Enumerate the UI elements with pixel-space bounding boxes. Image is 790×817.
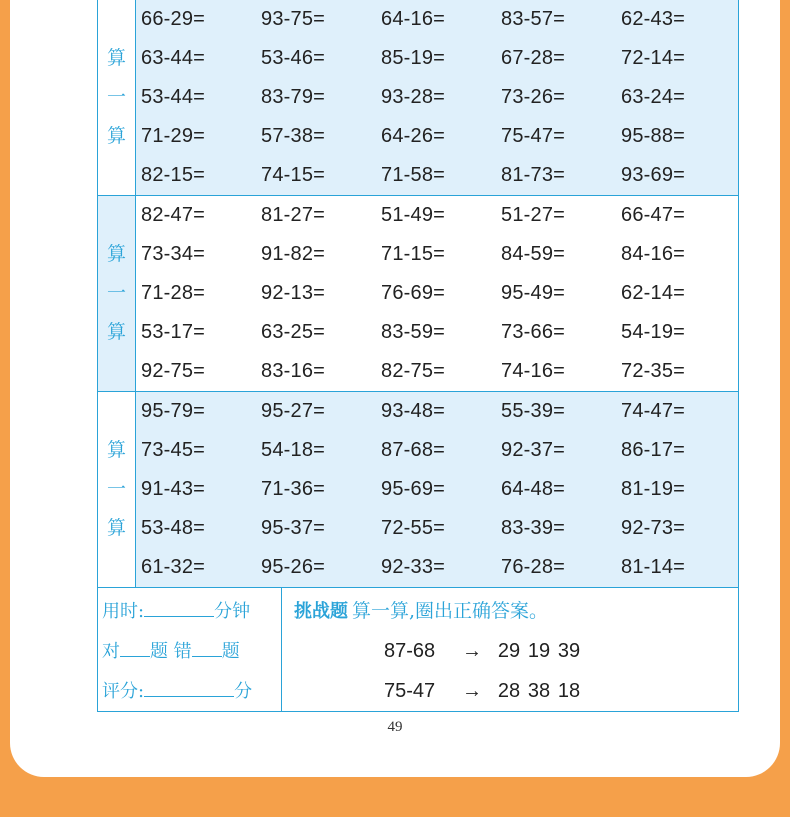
problem: 64-16= <box>381 8 446 30</box>
problem: 74-47= <box>621 400 686 422</box>
problem: 81-73= <box>501 164 566 186</box>
problem-row <box>136 78 738 117</box>
problem: 83-39= <box>501 517 566 539</box>
challenge-question <box>384 676 584 706</box>
answer-option[interactable]: 38 <box>527 680 551 702</box>
problem: 73-45= <box>141 439 206 461</box>
problem-row <box>136 392 738 431</box>
problem: 54-18= <box>261 439 326 461</box>
problem: 86-17= <box>621 439 686 461</box>
exercise-block-3 <box>98 392 738 588</box>
problem-row <box>136 39 738 78</box>
problem: 83-59= <box>381 321 446 343</box>
side-char: 算 <box>106 321 126 343</box>
problem: 82-15= <box>141 164 206 186</box>
challenge-header <box>294 596 548 627</box>
exercise-block-2 <box>98 196 738 392</box>
block-side-label <box>98 0 136 195</box>
problem: 87-68= <box>381 439 446 461</box>
problem: 81-27= <box>261 204 326 226</box>
problem: 63-25= <box>261 321 326 343</box>
problem: 95-26= <box>261 556 326 578</box>
problem: 91-43= <box>141 478 206 500</box>
problem: 93-28= <box>381 86 446 108</box>
problem: 76-28= <box>501 556 566 578</box>
problem: 66-29= <box>141 8 206 30</box>
exercise-block-1 <box>98 0 738 196</box>
wrong-blank[interactable] <box>192 636 222 657</box>
side-char: 算 <box>106 439 126 461</box>
problem: 62-14= <box>621 282 686 304</box>
problem: 63-44= <box>141 47 206 69</box>
challenge-expression: 75-47 <box>384 680 436 702</box>
problem-row <box>136 274 738 313</box>
problem: 82-75= <box>381 360 446 382</box>
score-box <box>98 588 282 711</box>
block-side-label <box>98 196 136 391</box>
problem: 72-35= <box>621 360 686 382</box>
problem: 67-28= <box>501 47 566 69</box>
problem: 71-15= <box>381 243 446 265</box>
problem: 95-79= <box>141 400 206 422</box>
problem: 71-36= <box>261 478 326 500</box>
answer-option[interactable]: 28 <box>497 680 521 702</box>
problem: 71-29= <box>141 125 206 147</box>
problem-row <box>136 0 738 39</box>
problem: 82-47= <box>141 204 206 226</box>
problem: 53-46= <box>261 47 326 69</box>
problem: 53-48= <box>141 517 206 539</box>
problem: 95-69= <box>381 478 446 500</box>
problem: 64-26= <box>381 125 446 147</box>
problem: 95-27= <box>261 400 326 422</box>
problem: 95-88= <box>621 125 686 147</box>
problem-grid <box>136 0 738 195</box>
problem: 74-15= <box>261 164 326 186</box>
problem: 92-75= <box>141 360 206 382</box>
challenge-expression: 87-68 <box>384 640 436 662</box>
arrow-icon: → <box>462 680 482 702</box>
question-word: 题 <box>150 641 168 662</box>
problem: 75-47= <box>501 125 566 147</box>
problem: 81-19= <box>621 478 686 500</box>
answer-option[interactable]: 19 <box>527 640 551 662</box>
problem-row <box>136 548 738 587</box>
side-char: 一 <box>106 86 126 108</box>
problem: 93-75= <box>261 8 326 30</box>
score-blank[interactable] <box>144 676 234 697</box>
problem: 72-55= <box>381 517 446 539</box>
problem: 93-69= <box>621 164 686 186</box>
problem: 73-34= <box>141 243 206 265</box>
answer-option[interactable]: 29 <box>497 640 521 662</box>
time-label: 用时: <box>102 601 145 622</box>
exercise-sheet <box>97 0 739 712</box>
problem: 66-47= <box>621 204 686 226</box>
problem: 95-49= <box>501 282 566 304</box>
problem: 72-14= <box>621 47 686 69</box>
challenge-tag: 挑战题 <box>294 601 348 622</box>
problem: 51-27= <box>501 204 566 226</box>
workbook-page <box>10 0 780 777</box>
problem: 93-48= <box>381 400 446 422</box>
problem-row <box>136 156 738 195</box>
answer-option[interactable]: 39 <box>557 640 581 662</box>
problem: 73-66= <box>501 321 566 343</box>
time-blank[interactable] <box>144 596 214 617</box>
problem: 71-58= <box>381 164 446 186</box>
side-char: 算 <box>106 47 126 69</box>
side-char: 算 <box>106 517 126 539</box>
problem: 62-43= <box>621 8 686 30</box>
problem-grid <box>136 196 738 391</box>
correct-label: 对 <box>102 641 120 662</box>
answer-option[interactable]: 18 <box>557 680 581 702</box>
problem: 63-24= <box>621 86 686 108</box>
side-char: 算 <box>106 243 126 265</box>
problem-row <box>136 431 738 470</box>
score-label: 评分: <box>102 681 145 702</box>
problem: 64-48= <box>501 478 566 500</box>
problem: 83-16= <box>261 360 326 382</box>
correct-blank[interactable] <box>120 636 150 657</box>
problem-row <box>136 117 738 156</box>
problem-row <box>136 509 738 548</box>
problem-row <box>136 235 738 274</box>
challenge-instruction: 算一算,圈出正确答案。 <box>352 600 549 622</box>
question-word: 题 <box>221 641 240 662</box>
problem: 51-49= <box>381 204 446 226</box>
problem: 73-26= <box>501 86 566 108</box>
correct-wrong-row <box>102 636 240 666</box>
problem: 92-37= <box>501 439 566 461</box>
arrow-icon: → <box>462 640 482 662</box>
challenge-question <box>384 636 584 666</box>
problem-grid <box>136 392 738 587</box>
side-char: 一 <box>106 282 126 304</box>
score-row <box>102 676 252 706</box>
problem: 92-33= <box>381 556 446 578</box>
problem-row <box>136 313 738 352</box>
problem: 92-73= <box>621 517 686 539</box>
challenge-box <box>282 588 738 711</box>
problem: 54-19= <box>621 321 686 343</box>
page-number: 49 <box>387 719 403 735</box>
problem: 95-37= <box>261 517 326 539</box>
wrong-label: 错 <box>173 641 192 662</box>
side-char: 一 <box>106 478 126 500</box>
problem: 53-17= <box>141 321 206 343</box>
block-side-label <box>98 392 136 587</box>
problem: 84-59= <box>501 243 566 265</box>
problem-row <box>136 196 738 235</box>
problem: 76-69= <box>381 282 446 304</box>
problem: 92-13= <box>261 282 326 304</box>
time-row <box>102 596 250 626</box>
problem: 91-82= <box>261 243 326 265</box>
problem: 55-39= <box>501 400 566 422</box>
problem: 83-57= <box>501 8 566 30</box>
problem: 74-16= <box>501 360 566 382</box>
problem: 71-28= <box>141 282 206 304</box>
problem-row <box>136 470 738 509</box>
score-unit: 分 <box>234 681 253 702</box>
side-char: 算 <box>106 125 126 147</box>
problem: 85-19= <box>381 47 446 69</box>
problem: 61-32= <box>141 556 206 578</box>
problem: 53-44= <box>141 86 206 108</box>
time-unit: 分钟 <box>214 601 251 622</box>
problem-row <box>136 352 738 391</box>
problem: 84-16= <box>621 243 686 265</box>
problem: 81-14= <box>621 556 686 578</box>
problem: 83-79= <box>261 86 326 108</box>
summary-section <box>98 588 738 711</box>
problem: 57-38= <box>261 125 326 147</box>
